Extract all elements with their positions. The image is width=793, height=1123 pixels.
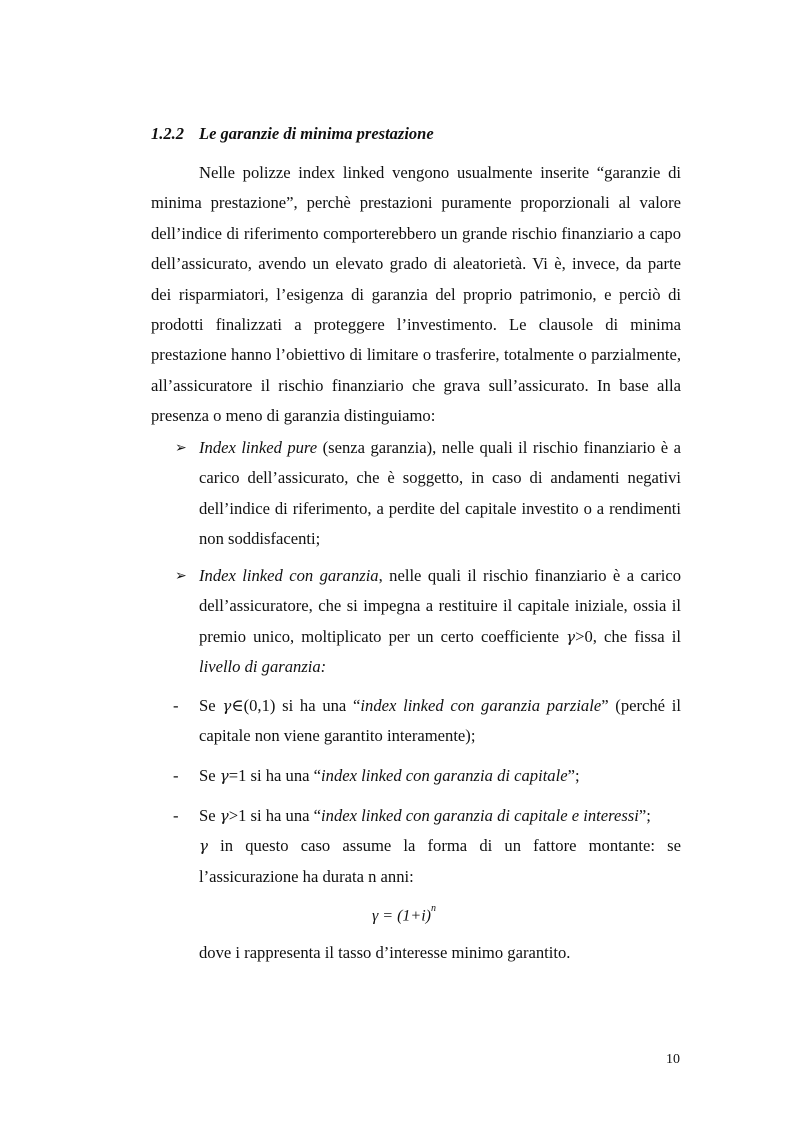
bullet-text: , nelle quali il rischio finanziario è a carico dell’assicuratore, che si impegna a restituire il capitale iniziale, ossia il premio unico, moltiplicato per un certo coefficiente — [199, 566, 681, 646]
dash-marker: - — [173, 696, 179, 715]
case-term: index linked con garanzia di capitale e interessi — [321, 806, 639, 825]
formula-explanation: dove i rappresenta il tasso d’interesse minimo garantito. — [199, 943, 571, 962]
bullet-item-pure — [175, 433, 681, 555]
gamma-symbol: γ — [219, 807, 229, 825]
case-item-interessi: - Se γ>1 si ha una “index linked con garanzia di capitale e interessi”; γ in questo caso assume la forma di un fattore montante: se l’assicurazione ha durata n anni: — [199, 801, 681, 892]
dash-marker: - — [173, 766, 179, 785]
bullet-term: Index linked pure — [199, 438, 318, 457]
section-heading — [151, 124, 434, 144]
bullet-text: >0, che fissa il — [575, 626, 681, 646]
formula-exponent: n — [431, 903, 436, 914]
gamma-symbol: γ — [222, 697, 232, 715]
intro-paragraph: Nelle polizze index linked vengono usualmente inserite “garanzie di minima prestazione”, perchè prestazioni puramente proporzionali al valore dell’indice di riferimento comporterebbero un grande rischio finanziario a capo dell’assicurato, avendo un elevato grado di aleatorietà. Vi è, invece, da parte dei risparmiatori, l’esigenza di garanzia del proprio patrimonio, e perciò di prodotti finalizzati a proteggere l’investimento. Le clausole di minima prestazione hanno l’obiettivo di limitare o trasferire, totalmente o parzialmente, all’assicuratore il rischio finanziario che grava sull’assicurato. In base alla presenza o meno di garanzia distinguiamo: — [151, 163, 681, 426]
gamma-symbol: γ — [199, 837, 208, 856]
arrow-bullet-icon: ➢ — [175, 568, 187, 584]
gamma-symbol: γ — [566, 627, 576, 646]
case-term: index linked con garanzia di capitale — [321, 766, 568, 785]
formula-lhs: γ = (1+i) — [372, 907, 431, 925]
section-title: Le garanzie di minima prestazione — [199, 124, 434, 143]
bullet-item-garanzia — [175, 561, 681, 683]
section-number: 1.2.2 — [151, 124, 184, 143]
case-term: index linked con garanzia parziale — [360, 696, 602, 715]
bullet-term: livello di garanzia: — [199, 657, 327, 677]
case-item-capitale: - Se γ=1 si ha una “index linked con garanzia di capitale”; — [199, 761, 681, 791]
formula — [372, 903, 436, 925]
case-item-parziale: - Se γ∈(0,1) si ha una “index linked con garanzia parziale” (perché il capitale non viene garantito interamente); — [199, 691, 681, 752]
arrow-bullet-icon: ➢ — [175, 440, 187, 456]
bullet-text: (senza garanzia), nelle quali il rischio finanziario è a carico dell’assicurato, che è soggetto, in caso di andamenti negativi dell’indice di riferimento, a perdite del capitale investito o a rendimenti non soddisfacenti; — [199, 438, 681, 549]
case-continuation: in questo caso assume la forma di un fattore montante: se l’assicurazione ha durata n anni: — [199, 836, 681, 886]
bullet-term: Index linked con garanzia — [199, 566, 379, 585]
page-number: 10 — [666, 1052, 680, 1067]
dash-marker: - — [173, 806, 179, 825]
gamma-symbol: γ — [219, 767, 229, 785]
